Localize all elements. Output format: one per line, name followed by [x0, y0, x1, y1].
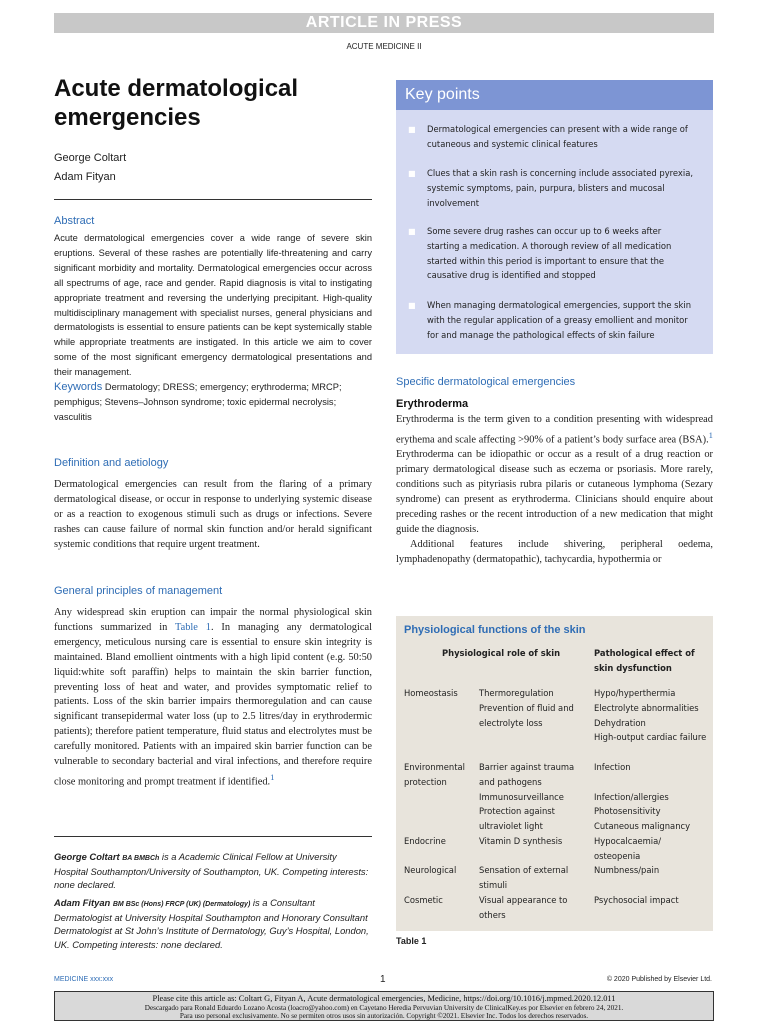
article-title: Acute dermatological emergencies [54, 75, 299, 131]
citation-line: Para uso personal exclusivamente. No se permiten otros usos sin autorización. Copyright ©2021. Elsevier Inc. Todos los derechos reservados. [179, 1012, 589, 1021]
subheading-erythroderma: Erythroderma [396, 398, 469, 410]
author-name: George Coltart [54, 152, 127, 164]
section-heading-principles: General principles of management [54, 585, 223, 597]
footer-copyright: © 2020 Published by Elsevier Ltd. [606, 976, 712, 983]
reference-link[interactable]: 1 [270, 771, 275, 782]
table-title: Physiological functions of the skin [404, 624, 586, 636]
page-number: 1 [380, 974, 386, 985]
table-caption: Table 1 [396, 936, 427, 946]
article-in-press-banner: ARTICLE IN PRESS [54, 13, 714, 33]
erythroderma-text: Erythroderma is the term given to a condition presenting with widespread erythema and scale affecting >90% of a patient’s body surface area (BSA).$^1$ Erythroderma can be idiopathic or occur as a result of a drug reaction or primary dermatological disease such as eczema or psoriasis. More rarely, conditions such as pityriasis rubra pilaris or cutaneous lymphoma (Sezary syndrome) can present as erythroderma. Clinicians should enquire about preceding rashes or the recent introduction of a new medication that might guide the diagnosis. Additional features include shivering, peripheral oedema, lymphadenopathy (dermatopathic), tachycardia, hypothermia or [396, 414, 713, 565]
citation-line: Descargado para Ronald Eduardo Lozano Acosta (loacro@yahoo.com) en Cayetano Heredia Pervuvian University de ClinicalKey.es por Elsevier en febrero 24, 2021. [144, 1003, 624, 1012]
bio-text: is a Consultant Dermatologist at University Hospital Southampton and Honorary Consultant Dermatologist at St John’s Institute of Dermatology, Guy’s Hospital, London, UK. Competing interests: none declared. [54, 897, 369, 950]
keywords [54, 380, 372, 425]
bullet-icon: ■ [408, 169, 416, 178]
bio-name: George Coltart [54, 851, 120, 862]
citation-line: Please cite this article as: Coltart G, Fityan A, Acute dermatological emergencies, Medicine, https://doi.org/10.1016/j.mpmed.2020.12.011 [152, 994, 616, 1003]
bio-credentials: BA BMBCh [122, 855, 160, 862]
table-physiological-functions: Physiological functions of the skin Physiological role of skin Pathological effect of skin dysfunction Homeostasis Thermoregulation Prevention of fluid and electrolyte loss Hypo/hyperthermia Electrolyte abnormalities Dehydration High-output cardiac failure Environmental protection Barrier against trauma and pathogens Immunosurveillance Protection against ultraviolet light Infection Infection/allergies Photosensitivity Cutaneous malignancy Endocrine Vitamin D synthesis Hypocalcaemia/ osteopenia Neurological Sensation of external stimuli Numbness/pain Cosmetic Visual appearance to others Psychosocial impact [396, 616, 713, 931]
author-bio [54, 896, 372, 951]
definition-text: Dermatological emergencies can result from the flaring of a primary dermatological disease, or occur in response to underlying systemic disease or as a reaction to exogenous stimuli such as drugs or infections. Severe rashes can cause failure of normal skin function and/or herald significant systemic conditions that require urgent treatment. [54, 479, 372, 550]
key-point-item: ■ Some severe drug rashes can occur up to 6 weeks after starting a medication. A thorough review of all medication started within this period is important to ensure that the causative drug is identified and stopped [408, 226, 672, 281]
author-bio [54, 850, 372, 892]
bullet-icon: ■ [408, 125, 416, 134]
key-points-heading: Key points [396, 80, 713, 110]
key-point-item: ■ When managing dermatological emergencies, support the skin with the regular application of a greasy emollient and monitor for and manage the pathological effects of skin failure [408, 300, 692, 340]
footer-journal: MEDICINE xxx:xxx [54, 976, 114, 983]
bio-name: Adam Fityan [54, 897, 111, 908]
running-head: ACUTE MEDICINE II [346, 42, 422, 51]
table-1-link[interactable]: Table 1 [174, 621, 211, 633]
divider [54, 836, 372, 837]
principles-text-b: . In managing any dermatological emergency, meticulous nursing care is essential to ensure skin integrity is maintained. Bland emollient ointments with a high lipid content (e.g. 50:50 liquid:white soft paraffin) helps to maintain the skin barrier function, preventing loss of heat and water, and provides symptomatic relief to patients. Loss of the skin barrier impairs thermoregulation and can cause significant transepidermal water loss (up to 2.5 litres/day in erythrodermic patients); therefore patient temperature, fluid status and electrolytes must be carefully monitored. Patients with an impaired skin barrier function can be vulnerable to secondary bacterial and viral infections, and therefore require close monitoring and prompt treatment if identified. [54, 621, 372, 788]
principles-text-a: Any widespread skin eruption can impair the normal physiological skin functions summarized in [54, 607, 372, 633]
citation-box [54, 991, 714, 1021]
key-point-item: ■ Clues that a skin rash is concerning include associated pyrexia, systemic symptoms, pain, purpura, blisters and mucosal involvement [408, 168, 693, 208]
section-heading-definition: Definition and aetiology [54, 457, 169, 469]
bullet-icon: ■ [408, 227, 416, 236]
keywords-label: Keywords [54, 381, 103, 393]
bio-text: is a Academic Clinical Fellow at University Hospital Southampton/University of Southampton, UK. Competing interests: none declared. [54, 851, 369, 891]
abstract-heading: Abstract [54, 215, 95, 227]
key-points-box [396, 80, 713, 354]
table-column-header: Physiological role of skin [442, 648, 561, 658]
author-name: Adam Fityan [54, 171, 116, 183]
reference-link[interactable]: 1 [708, 429, 713, 440]
table-column-header: Pathological effect of skin dysfunction [594, 648, 695, 673]
principles-text [54, 606, 372, 790]
bio-credentials: BM BSc (Hons) FRCP (UK) (Dermatology) [112, 901, 251, 908]
abstract-text: Acute dermatological emergencies cover a wide range of severe skin eruptions. Several of these rashes are potentially life-threatening and carry significant morbidity and mortality. Dermatological emergencies occur across all spectrums of age, race and gender. Rapid diagnosis is vital to instigating appropriate treatment and reversing the underlying precipitant. High-quality multidisciplinary management with specialist nurses, general physicians and dermatologists is essential to ensure patients can be kept systemically stable while appropriate treatments are instigated. In this article we aim to cover some of the most significant emergency dermatological presentations and their management. [54, 233, 372, 378]
key-point-item: ■ Dermatological emergencies can present with a wide range of cutaneous and systemic clinical features [408, 124, 688, 149]
bullet-icon: ■ [408, 301, 416, 310]
keywords-list: Dermatology; DRESS; emergency; erythroderma; MRCP; pemphigus; Stevens–Johnson syndrome; toxic epidermal necrolysis; vasculitis [54, 382, 342, 422]
section-heading-specific: Specific dermatological emergencies [396, 376, 576, 388]
divider [54, 199, 372, 200]
